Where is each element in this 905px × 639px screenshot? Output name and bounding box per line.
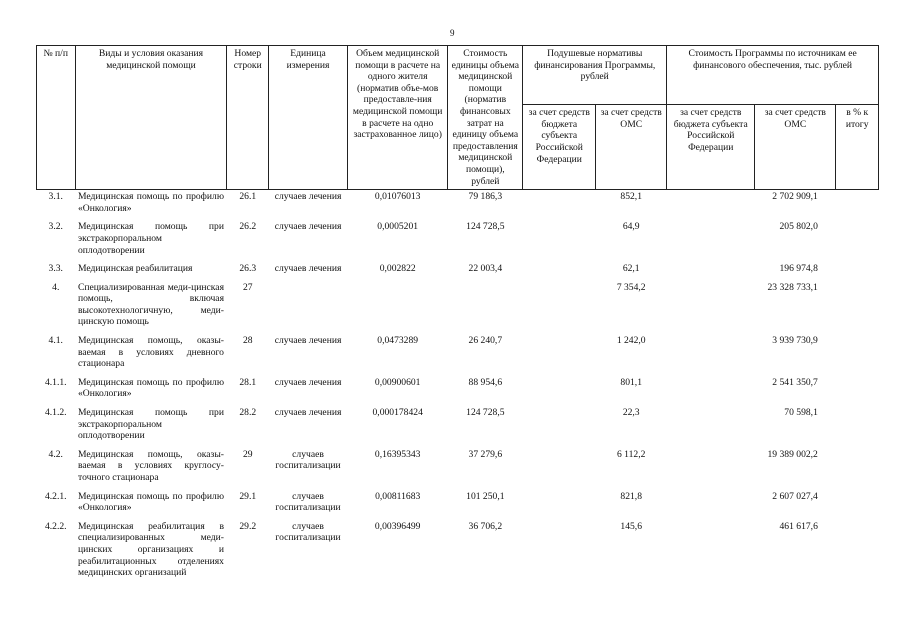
row-unit: случаев лечения — [274, 376, 342, 388]
row-percapita-budget — [523, 220, 596, 262]
row-program-oms: 2 702 909,1 — [772, 191, 818, 203]
row-volume: 0,0473289 — [377, 335, 419, 347]
row-percent — [836, 376, 879, 406]
row-line: 27 — [242, 281, 253, 293]
medical-care-table — [36, 45, 879, 585]
row-percent — [836, 220, 879, 262]
row-percapita-budget — [523, 262, 596, 281]
row-percent — [836, 520, 879, 585]
row-program-budget — [667, 520, 755, 585]
row-program-oms: 2 541 350,7 — [772, 376, 818, 388]
table-row — [37, 281, 879, 334]
row-line: 26.2 — [239, 221, 257, 233]
row-name: Медицинская помощь по профилю «Онкология» — [78, 376, 224, 400]
table-row — [37, 406, 879, 448]
row-percapita-budget — [523, 334, 596, 376]
row-no: 4.1. — [48, 335, 63, 347]
row-no: 3.3. — [48, 263, 63, 275]
row-name: Медицинская реабилитация в специализированных меди-цинских организациях и реабилитационных отделениях медицинских организаций — [78, 520, 224, 579]
row-no: 4. — [52, 281, 60, 293]
row-percapita-budget — [523, 190, 596, 221]
row-volume — [348, 281, 448, 334]
header-cost: Стоимость единицы объема медицинской помощи (норматив финансовых затрат на единицу объема предоставления медицинской помощи), рублей — [448, 46, 523, 190]
row-volume: 0,00396499 — [374, 520, 421, 532]
row-program-oms: 196 974,8 — [779, 263, 818, 275]
row-program-oms: 19 389 002,2 — [767, 448, 818, 460]
row-percapita-oms: 64,9 — [622, 221, 640, 233]
row-no: 3.1. — [48, 191, 63, 203]
row-cost: 37 279,6 — [468, 448, 503, 460]
row-cost: 101 250,1 — [466, 490, 505, 502]
row-percapita-oms: 145,6 — [620, 520, 642, 532]
table-row — [37, 220, 879, 262]
row-line: 26.3 — [239, 263, 257, 275]
row-percapita-budget — [523, 490, 596, 520]
row-no: 4.1.1. — [44, 376, 67, 388]
row-no: 4.2.1. — [44, 490, 67, 502]
table-row — [37, 520, 879, 585]
row-unit: случаев госпитализации — [275, 448, 341, 472]
row-cost: 79 186,3 — [468, 191, 503, 203]
row-percapita-oms: 1 242,0 — [616, 335, 646, 347]
row-name: Специализированная меди-цинская помощь, включая высокотехнологичную, меди-цинскую помощь — [78, 281, 224, 328]
row-name: Медицинская помощь при экстракорпоральном оплодотворении — [78, 221, 224, 256]
row-percapita-oms: 821,8 — [620, 490, 642, 502]
row-unit: случаев лечения — [274, 221, 342, 233]
row-program-oms: 23 328 733,1 — [767, 281, 818, 293]
row-unit: случаев госпитализации — [275, 520, 341, 544]
row-line: 26.1 — [239, 191, 257, 203]
row-cost: 26 240,7 — [468, 335, 503, 347]
row-name: Медицинская помощь при экстракорпоральном оплодотворении — [78, 407, 224, 442]
table-row — [37, 262, 879, 281]
row-percapita-budget — [523, 406, 596, 448]
row-percapita-budget — [523, 520, 596, 585]
row-volume: 0,00811683 — [375, 490, 421, 502]
row-percapita-budget — [523, 281, 596, 334]
row-volume: 0,002822 — [379, 263, 416, 275]
row-percent — [836, 490, 879, 520]
row-line: 29.1 — [239, 490, 257, 502]
header-line: Номер строки — [227, 46, 269, 190]
row-percapita-oms: 801,1 — [620, 376, 642, 388]
row-program-oms: 70 598,1 — [784, 407, 818, 419]
row-name: Медицинская помощь, оказы-ваемая в условиях дневного стационара — [78, 335, 224, 370]
row-percapita-oms: 62,1 — [622, 263, 640, 275]
subheader-budget: за счет средств бюджета субъекта Российской Федерации — [523, 105, 596, 190]
row-cost: 124 728,5 — [466, 407, 505, 419]
row-unit: случаев лечения — [274, 407, 342, 419]
row-percent — [836, 448, 879, 490]
row-program-budget — [667, 448, 755, 490]
row-unit: случаев лечения — [274, 335, 342, 347]
row-cost: 88 954,6 — [468, 376, 503, 388]
row-no: 4.1.2. — [44, 407, 67, 419]
table-row — [37, 376, 879, 406]
header-program-cost: Стоимость Программы по источникам ее финансового обеспечения, тыс. рублей — [667, 46, 879, 105]
row-program-oms: 205 802,0 — [779, 221, 818, 233]
row-percapita-oms: 22,3 — [622, 407, 640, 419]
row-line: 29.2 — [239, 520, 257, 532]
row-cost — [448, 281, 523, 334]
table-row — [37, 190, 879, 221]
row-program-budget — [667, 490, 755, 520]
header-no: № п/п — [37, 46, 76, 190]
row-percapita-budget — [523, 448, 596, 490]
row-percent — [836, 406, 879, 448]
row-program-budget — [667, 376, 755, 406]
row-program-budget — [667, 406, 755, 448]
row-volume: 0,0005201 — [377, 221, 419, 233]
row-program-budget — [667, 334, 755, 376]
table-row — [37, 490, 879, 520]
row-no: 4.2. — [48, 448, 63, 460]
row-cost: 36 706,2 — [468, 520, 503, 532]
header-types: Виды и условия оказания медицинской помощи — [75, 46, 227, 190]
subheader-percent: в % к итогу — [836, 105, 879, 190]
row-program-budget — [667, 190, 755, 221]
table-row — [37, 448, 879, 490]
row-percent — [836, 190, 879, 221]
row-volume: 0,00900601 — [374, 376, 421, 388]
page-number: 9 — [450, 28, 455, 38]
row-volume: 0,01076013 — [374, 191, 421, 203]
row-program-oms: 3 939 730,9 — [772, 335, 818, 347]
row-unit: случаев лечения — [274, 263, 342, 275]
row-no: 3.2. — [48, 221, 63, 233]
subheader-oms-program: за счет средств ОМС — [755, 105, 836, 190]
row-line: 28 — [242, 335, 253, 347]
row-percent — [836, 281, 879, 334]
row-name: Медицинская помощь по профилю «Онкология» — [78, 191, 224, 214]
row-name: Медицинская помощь, оказы-ваемая в условиях круглосу-точного стационара — [78, 448, 224, 483]
subheader-oms: за счет средств ОМС — [596, 105, 667, 190]
row-percapita-oms: 852,1 — [620, 191, 642, 203]
header-percapita: Подушевые нормативы финансирования Программы, рублей — [523, 46, 667, 105]
row-percapita-budget — [523, 376, 596, 406]
row-name: Медицинская реабилитация — [78, 263, 193, 275]
row-volume: 0,000178424 — [372, 407, 423, 419]
table-row — [37, 334, 879, 376]
row-cost: 124 728,5 — [466, 221, 505, 233]
subheader-budget-program: за счет средств бюджета субъекта Российской Федерации — [667, 105, 755, 190]
row-percapita-oms: 6 112,2 — [616, 448, 646, 460]
row-program-oms: 461 617,6 — [779, 520, 818, 532]
row-line: 28.2 — [239, 407, 257, 419]
row-name: Медицинская помощь по профилю «Онкология» — [78, 490, 224, 514]
row-unit: случаев лечения — [274, 191, 342, 203]
row-program-budget — [667, 262, 755, 281]
row-unit — [269, 281, 348, 334]
row-volume: 0,16395343 — [374, 448, 421, 460]
row-percent — [836, 334, 879, 376]
row-percapita-oms: 7 354,2 — [616, 281, 646, 293]
row-no: 4.2.2. — [44, 520, 67, 532]
row-program-oms: 2 607 027,4 — [772, 490, 818, 502]
row-unit: случаев госпитализации — [275, 490, 341, 514]
header-volume: Объем медицинской помощи в расчете на одного жителя (норматив объе-мов предоставле-ния медицинской помощи в расчете на одно застрахованное лицо) — [348, 46, 448, 190]
row-program-budget — [667, 220, 755, 262]
row-cost: 22 003,4 — [468, 263, 503, 275]
row-line: 29 — [242, 448, 253, 460]
row-percent — [836, 262, 879, 281]
row-program-budget — [667, 281, 755, 334]
row-line: 28.1 — [239, 376, 257, 388]
header-unit: Единица измерения — [269, 46, 348, 190]
